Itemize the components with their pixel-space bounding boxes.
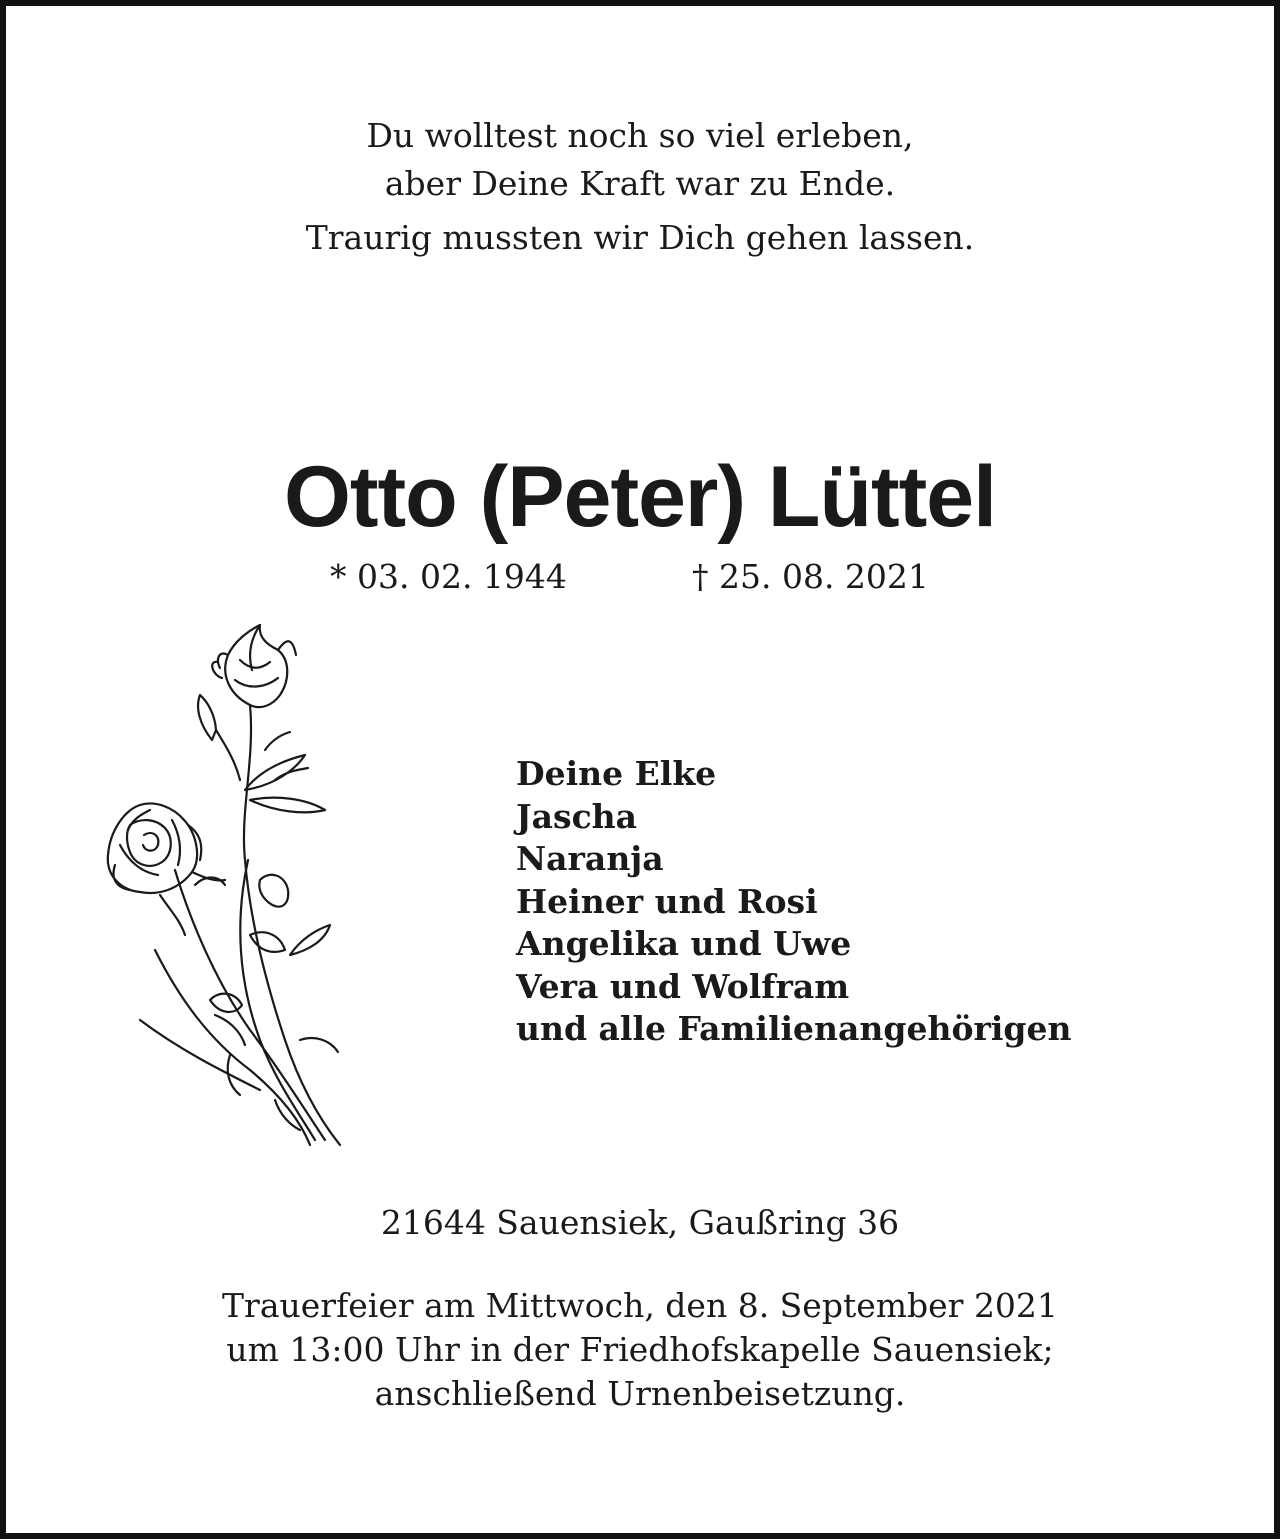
mourner-2: Jascha — [516, 796, 638, 836]
birth-date: * 03. 02. 1944 — [330, 557, 567, 596]
mourners-list — [516, 753, 1071, 1051]
mourner-7: und alle Familienangehörigen — [516, 1009, 1072, 1048]
service-line-2: um 13:00 Uhr in der Friedhofskapelle Sauensiek; — [226, 1330, 1054, 1369]
death-date: † 25. 08. 2021 — [692, 557, 929, 596]
mourner-6: Vera und Wolfram — [516, 966, 850, 1006]
mourner-3: Naranja — [516, 839, 664, 878]
service-details — [0, 1284, 1280, 1416]
address: 21644 Sauensiek, Gaußring 36 — [380, 1203, 900, 1242]
poem — [0, 112, 1280, 262]
deceased-name: Otto (Peter) Lüttel — [284, 449, 996, 545]
poem-line-1: Du wolltest noch so viel erleben, — [366, 116, 914, 155]
mourner-5: Angelika und Uwe — [516, 924, 852, 963]
service-line-1: Trauerfeier am Mittwoch, den 8. September 2021 — [222, 1286, 1058, 1325]
mourner-1: Deine Elke — [516, 754, 717, 793]
rose-illustration-icon — [100, 620, 360, 1155]
mourner-4: Heiner und Rosi — [516, 881, 818, 921]
poem-line-3: Traurig mussten wir Dich gehen lassen. — [305, 218, 975, 257]
service-line-3: anschließend Urnenbeisetzung. — [374, 1374, 906, 1413]
poem-line-2: aber Deine Kraft war zu Ende. — [384, 164, 896, 203]
